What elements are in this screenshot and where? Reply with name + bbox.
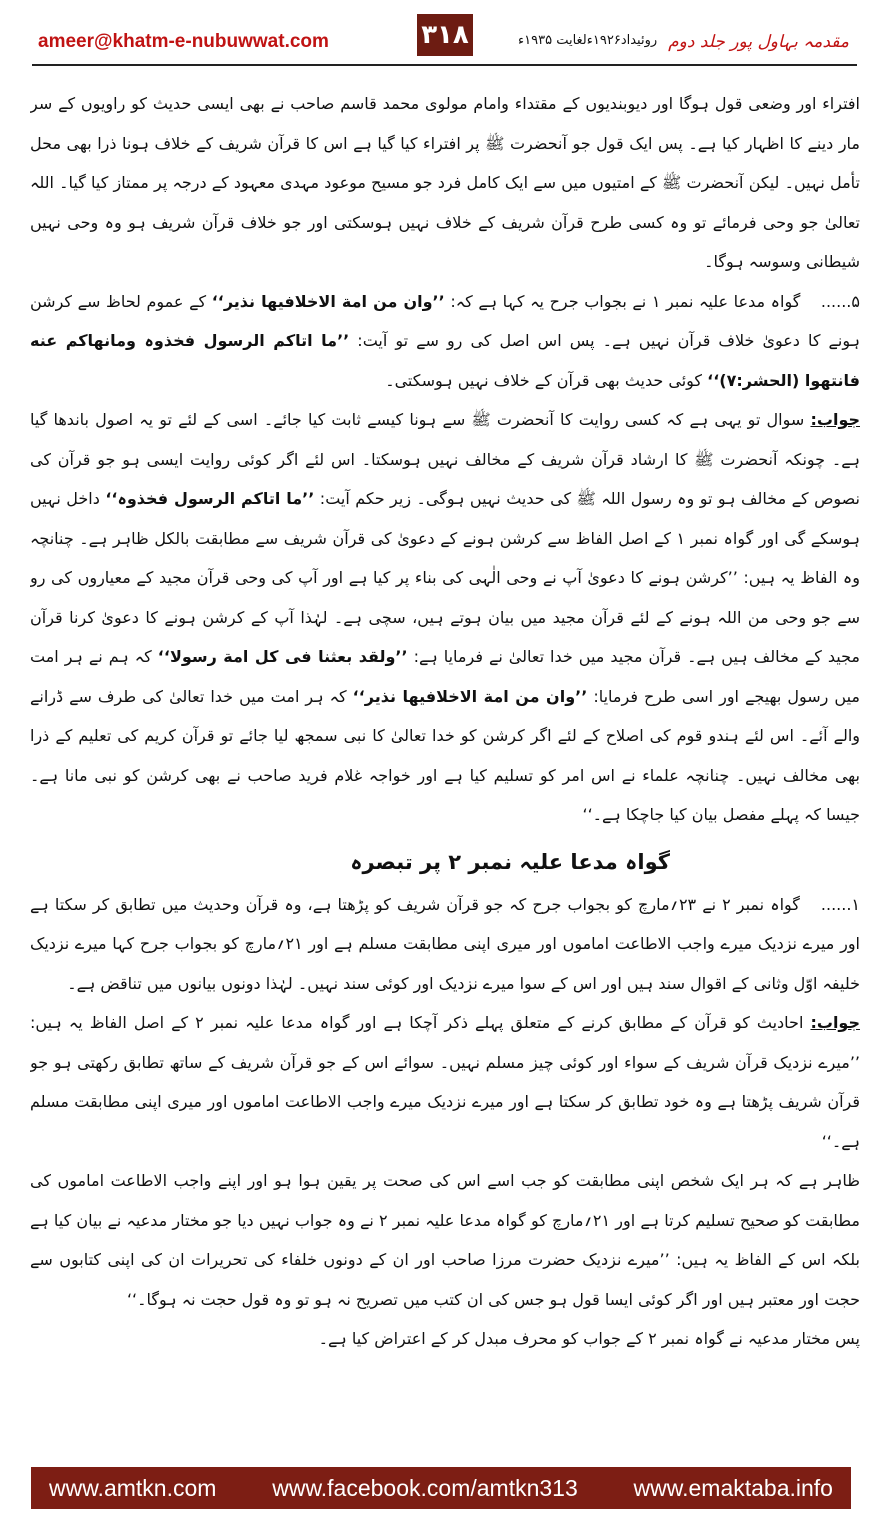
quran-quote: ’’ما اتاکم الرسول فخذوہ‘‘	[105, 489, 315, 508]
paragraph-4	[30, 885, 860, 1004]
quran-quote: ’’وان من امة الاخلافیھا نذیر‘‘	[211, 291, 445, 311]
paragraph-3	[30, 400, 860, 835]
quran-quote: ’’وان من امة الاخلافیھا نذیر‘‘	[352, 686, 588, 706]
page-header	[0, 0, 881, 70]
paragraph-5	[30, 1003, 860, 1161]
paragraph-6: ظاہر ہے کہ ہر ایک شخص اپنی مطابقت کو جب اسے اس کی صحت پر یقین ہوا ہو اور اپنے واجب الاطاعت اماموں کی مطابقت کو صحیح تسلیم کرتا ہے اور ۲۱؍مارچ کو گواہ مدعا علیہ نمبر ۲ نے وہ جواب نہیں دیا جو مختار مدعیہ نے بیان کیا ہے بلکہ اس کے الفاظ یہ ہیں: ’’میرے نزدیک حضرت مرزا صاحب اور ان کے دونوں خلفاء کی تحریرات ان کی اپنی کتابوں سے حجت اور معتبر ہیں اور اگر کوئی ایسا قول ہو جس کی ان کتب میں تصریح نہ ہو تو وہ قول حجت نہ ہوگا۔‘‘	[30, 1171, 860, 1309]
paragraph-text: کے عموم لحاظ سے کرشن ہونے کا دعویٰ خلاف قرآن نہیں ہے۔ پس اس اصل کی رو سے تو آیت:	[30, 291, 860, 350]
page-content	[30, 84, 860, 1424]
paragraph-text: سوال تو یہی ہے کہ کسی روایت کا آنحضرت ﷺ سے ہونا کیسے ثابت کیا جائے۔ اسی کے لئے تو یہ اصول باندھا گیا ہے۔ چونکہ آنحضرت ﷺ کا ارشاد قرآن شریف کے مخالف نہیں ہوسکتا۔ اس لئے اگر کوئی روایت ایسی ہو جو قرآن کی نصوص کے مخالف ہو تو وہ رسول اللہ ﷺ کی حدیث نہیں ہوگی۔ زیر حکم آیت:	[30, 410, 860, 508]
item-number: ۱......	[820, 894, 860, 914]
header-email[interactable]: ameer@khatm-e-nubuwwat.com	[38, 31, 329, 52]
paragraph-text: کہ ہم نے ہر امت میں رسول بھیجے اور اسی طرح فرمایا:	[30, 647, 860, 706]
section-heading: گواہ مدعا علیہ نمبر ۲ پر تبصرہ	[350, 849, 670, 874]
footer-bar	[31, 1467, 851, 1509]
header-subtitle: روئیداد۱۹۲۶ءلغایت ۱۹۳۵ء	[518, 33, 658, 48]
paragraph-7: پس مختار مدعیہ نے گواہ نمبر ۲ کے جواب کو محرف مبدل کر کے اعتراض کیا ہے۔	[318, 1329, 860, 1348]
footer-link-website[interactable]: www.amtkn.com	[49, 1474, 217, 1501]
book-title: مقدمہ بہاول پور جلد دوم	[668, 32, 849, 52]
paragraph-1: افتراء اور وضعی قول ہوگا اور دیوبندیوں کے مقتداء وامام مولوی محمد قاسم صاحب نے بھی ایسی حدیث کو راویوں کے سر مار دینے کا اظہار کیا ہے۔ پس ایک قول جو آنحضرت ﷺ پر افتراء کیا گیا ہے اس کا قرآن شریف کے خلاف ہونا ذرا بھی محل تأمل نہیں۔ لیکن آنحضرت ﷺ کے امتیوں میں سے ایک کامل فرد جو مسیح موعود مہدی معہود کے درجہ پر ممتاز کیا گیا۔ اللہ تعالیٰ جو وحی فرمائے تو وہ کسی طرح قرآن شریف کے خلاف نہیں ہوسکتی اور جو خلاف قرآن شریف ہو وہ وحی نہیں شیطانی وسوسہ ہوگا۔	[30, 94, 860, 271]
header-divider	[32, 64, 857, 66]
answer-label: جواب:	[810, 1013, 860, 1032]
paragraph-text: گواہ نمبر ۲ نے ۲۳؍مارچ کو بجواب جرح کہ جو قرآن شریف کو پڑھتا ہے، وہ قرآن وحدیث میں تطابق کر سکتا ہے اور میرے نزدیک میرے واجب الاطاعت اماموں اور میری اپنی مطابقت مسلم ہے اور ۲۱؍مارچ کو بجواب جرح کہا میرے نزدیک خلیفہ اوّل وثانی کے اقوال سند ہیں اور اس کے سوا میرے نزدیک اور کوئی سند نہیں۔ لہٰذا دونوں بیانوں میں تناقض ہے۔	[30, 894, 860, 993]
answer-label: جواب:	[810, 410, 860, 429]
page-number: ۳۱۸	[417, 14, 473, 56]
footer-link-facebook[interactable]: www.facebook.com/amtkn313	[272, 1474, 578, 1501]
paragraph-text: کہ ہر امت میں خدا تعالیٰ کی طرف سے ڈرانے والے آئے۔ اس لئے ہندو قوم کی اصلاح کے لئے اگر کرشن کو خدا تعالیٰ کا نبی سمجھ لیا جائے تو قرآن کریم کی تعلیم کے ذرا بھی مخالف نہیں۔ چنانچہ علماء نے اس امر کو تسلیم کیا ہے اور خواجہ غلام فرید صاحب نے بھی کرشن کو نبی مانا ہے۔ جیسا کہ پہلے مفصل بیان کیا جاچکا ہے۔‘‘	[30, 686, 860, 824]
paragraph-text: داخل نہیں ہوسکے گی اور گواہ نمبر ۱ کے اصل الفاظ سے کرشن ہونے کے دعویٰ کی قرآن شریف سے مطابقت بالکل ظاہر ہے۔ چنانچہ وہ الفاظ یہ ہیں: ’’کرشن ہونے کا دعویٰ آپ نے وحی الٰہی کی بناء پر کیا ہے اور آپ کی وحی قرآن مجید کے معیاروں کی رو سے جو وحی من اللہ ہونے کے لئے قرآن مجید میں بیان ہوتے ہیں، سچی ہے۔ لہٰذا آپ کے کرشن ہونے کا دعویٰ کرنا قرآن مجید کے مخالف ہیں ہے۔ قرآن مجید میں خدا تعالیٰ نے فرمایا ہے:	[30, 489, 860, 666]
footer-link-emaktaba[interactable]: www.emaktaba.info	[633, 1474, 833, 1501]
paragraph-2	[30, 282, 860, 401]
paragraph-text: گواہ مدعا علیہ نمبر ۱ نے بجواب جرح یہ کہا ہے کہ:	[450, 291, 801, 311]
paragraph-text: کوئی حدیث بھی قرآن کے خلاف نہیں ہوسکتی۔	[385, 370, 703, 390]
quran-quote: ’’ولقد بعثنا فی کل امة رسولا‘‘	[157, 647, 408, 666]
item-number: ۵......	[820, 291, 860, 311]
paragraph-text: احادیث کو قرآن کے مطابق کرنے کے متعلق پہلے ذکر آچکا ہے اور گواہ مدعا علیہ نمبر ۲ کے اصل الفاظ یہ ہیں: ’’میرے نزدیک قرآن شریف کے سواء اور کوئی چیز مسلم نہیں۔ سوائے اس کے جو قرآن شریف کے ساتھ تطابق رکھتی ہو جو قرآن شریف پڑھتا ہے وہ خود تطابق کر سکتا ہے اور میرے نزدیک میرے واجب الاطاعت اماموں اور میری اپنی مطابقت مسلم ہے۔‘‘	[30, 1013, 860, 1151]
quran-quote: ’’ما اتاکم الرسول فخذوہ ومانھاکم عنه فانتھوا (الحشر:۷)‘‘	[30, 331, 860, 390]
